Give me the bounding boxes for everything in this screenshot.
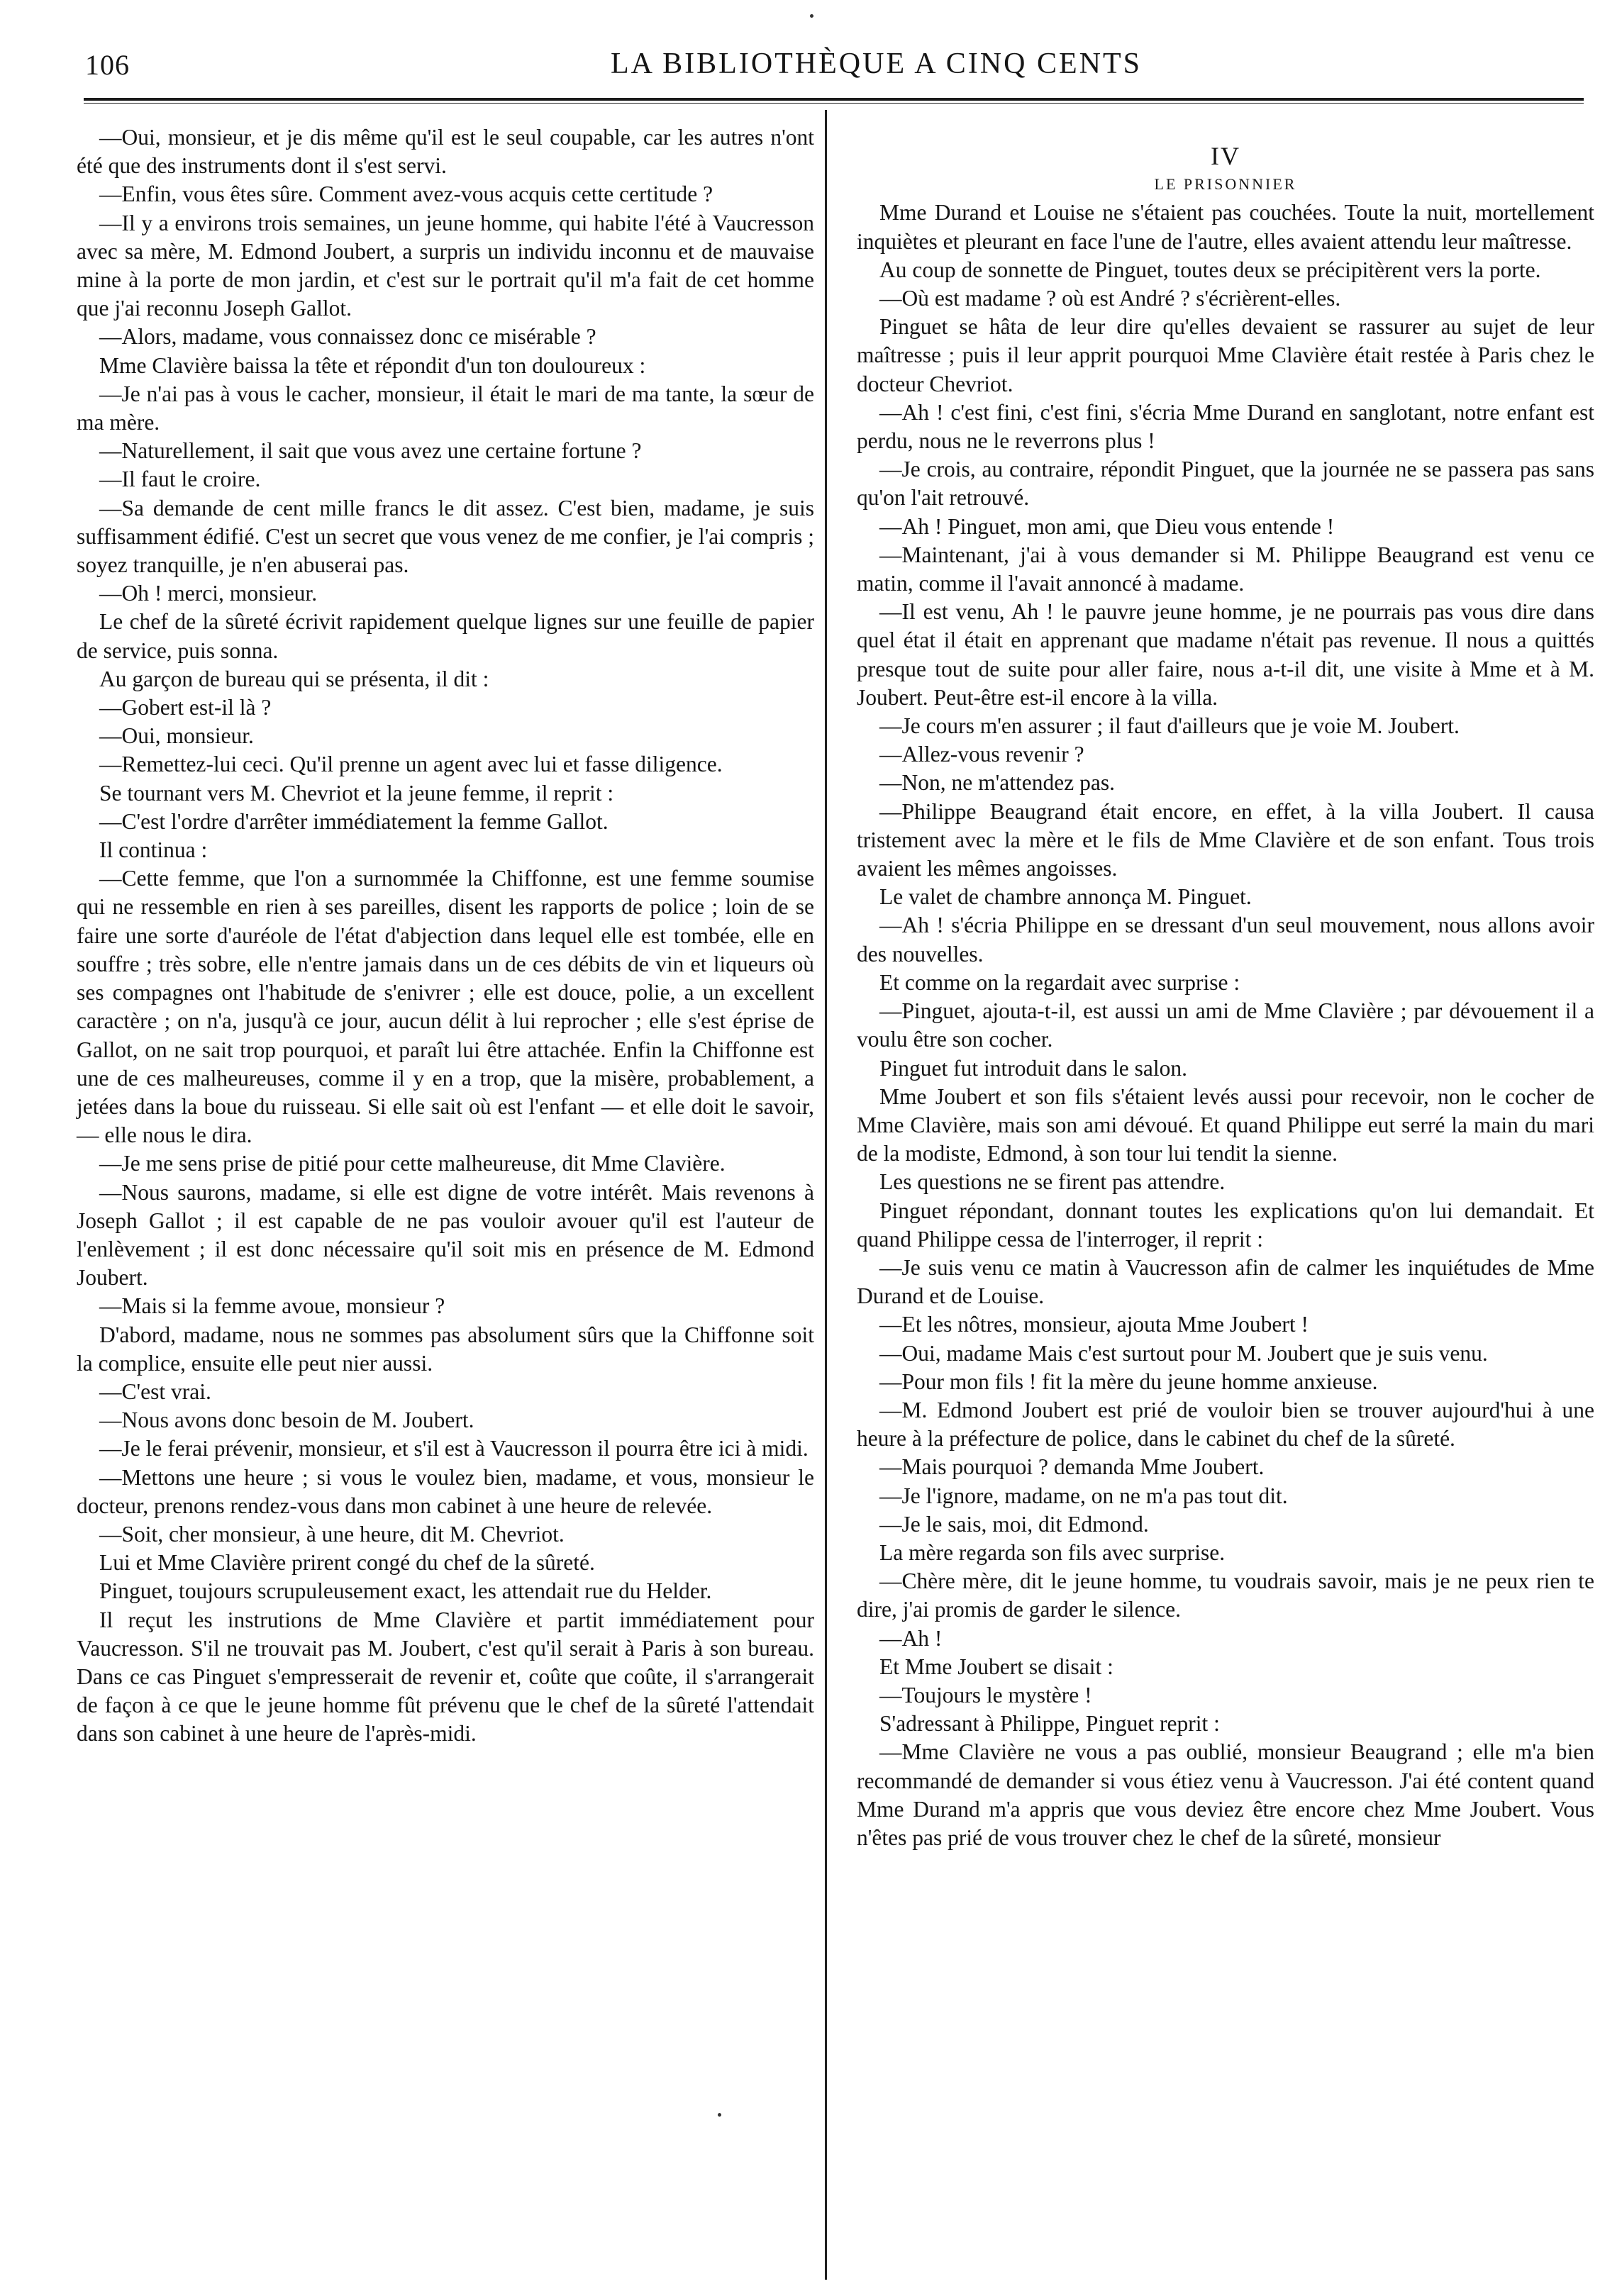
paragraph: —Ah ! xyxy=(879,1625,943,1651)
paragraph: —Oui, monsieur. xyxy=(99,723,254,749)
page-header xyxy=(84,41,1584,98)
paragraph: Pinguet fut introduit dans le salon. xyxy=(879,1055,1187,1081)
paragraph: Et Mme Joubert se disait : xyxy=(879,1654,1113,1679)
paragraph: Les questions ne se firent pas attendre. xyxy=(879,1169,1226,1195)
paragraph: —Il est venu, Ah ! le pauvre jeune homme, je ne pourrais pas vous dire dans quel état il était en apprenant que madame n'était pas revenue. Il nous a quittés presque tout de suite pour aller faire, nous a-t-il dit, une visite à Mme et à M. Joubert. Peut-être est-il encore à la villa. xyxy=(857,599,1594,710)
right-column-body xyxy=(857,199,1594,1852)
paragraph: —Oui, madame Mais c'est surtout pour M. Joubert que je suis venu. xyxy=(879,1340,1488,1366)
paragraph: —Mais si la femme avoue, monsieur ? xyxy=(99,1293,445,1319)
paragraph: —Nous avons donc besoin de M. Joubert. xyxy=(99,1408,474,1433)
paragraph: —Mme Clavière ne vous a pas oublié, monsieur Beaugrand ; elle m'a bien recommandé de demander si vous étiez venu à Vaucresson. J'ai été content quand Mme Durand m'a appris que vous deviez être encore chez Mme Joubert. Vous n'êtes pas prié de vous trouver chez le chef de la sûreté, monsieur xyxy=(857,1739,1594,1850)
left-column xyxy=(77,123,814,1749)
chapter-title: LE PRISONNIER xyxy=(1154,175,1297,194)
header-rule xyxy=(84,98,1584,101)
paragraph: —C'est vrai. xyxy=(99,1378,211,1404)
paragraph: —C'est l'ordre d'arrêter immédiatement la femme Gallot. xyxy=(99,808,609,834)
paragraph: Il reçut les instrutions de Mme Clavière et partit immédiatement pour Vaucresson. S'il ne trouvait pas M. Joubert, c'est qu'il serait à Paris à son bureau. Dans ce cas Pinguet s'empresserait de revenir et, coûte que coûte, il s'arrangerait de façon à ce que le jeune homme fût prévenu que le chef de la sûreté l'attendait dans son cabinet à une heure de l'après-midi. xyxy=(77,1607,814,1746)
paragraph: Pinguet, toujours scrupuleusement exact, les attendait rue du Helder. xyxy=(99,1578,712,1604)
paragraph: —Oui, monsieur, et je dis même qu'il est le seul coupable, car les autres n'ont été que des instruments dont il s'est servi. xyxy=(77,125,814,179)
paragraph: Le chef de la sûreté écrivit rapidement quelque lignes sur une feuille de papier de service, puis sonna. xyxy=(77,609,814,663)
paragraph: —Toujours le mystère ! xyxy=(879,1682,1092,1707)
paragraph: Pinguet répondant, donnant toutes les explications qu'on lui demandait. Et quand Philippe cessa de l'interroger, il reprit : xyxy=(857,1198,1594,1252)
paragraph: —Pinguet, ajouta-t-il, est aussi un ami de Mme Clavière ; par dévouement il a voulu être son cocher. xyxy=(857,998,1594,1052)
header-rule-thin xyxy=(84,103,1584,104)
paragraph: Mme Durand et Louise ne s'étaient pas couchées. Toute la nuit, mortellement inquiètes et pleurant en face l'une de l'autre, elles avaient attendu leur maîtresse. xyxy=(857,200,1594,254)
paragraph: Mme Joubert et son fils s'étaient levés aussi pour recevoir, non le cocher de Mme Clavière, mais son ami dévoué. Et quand Philippe eut serré la main du mari de la modiste, Edmond, à son tour lui tendit la sienne. xyxy=(857,1083,1594,1166)
paragraph: —Où est madame ? où est André ? s'écrièrent-elles. xyxy=(879,286,1341,311)
paragraph: Au coup de sonnette de Pinguet, toutes deux se précipitèrent vers la porte. xyxy=(879,257,1541,282)
paragraph: —Cette femme, que l'on a surnommée la Chiffonne, est une femme soumise qui ne ressemble en rien à ses pareilles, disent les rapports de police ; loin de se faire une sorte d'auréole de l'état d'abjection dans lequel elle est tombée, elle en souffre ; très sobre, elle n'entre jamais dans un de ces débits de vin et liqueurs où ses compagnes ont l'habitude de s'enivrer ; elle est douce, polie, a un excellent caractère ; on n'a, jusqu'à ce jour, aucun délit à lui reprocher ; elle s'est éprise de Gallot, on ne sait trop pourquoi, et paraît lui être attachée. Enfin la Chiffonne est une de ces malheureuses, comme il y en a trop, que la misère, probablement, a jetées dans la boue du ruisseau. Si elle sait où est l'enfant — et elle doit le savoir, — elle nous le dira. xyxy=(77,866,814,1148)
paragraph: —Je me sens prise de pitié pour cette malheureuse, dit Mme Clavière. xyxy=(99,1151,726,1176)
paragraph: —Je cours m'en assurer ; il faut d'ailleurs que je voie M. Joubert. xyxy=(879,713,1460,739)
paragraph: —Allez-vous revenir ? xyxy=(879,742,1084,767)
paragraph: La mère regarda son fils avec surprise. xyxy=(879,1539,1226,1565)
paragraph: —Je le ferai prévenir, monsieur, et s'il est à Vaucresson il pourra être ici à midi. xyxy=(99,1436,809,1461)
right-column xyxy=(857,142,1594,1852)
paragraph: —Non, ne m'attendez pas. xyxy=(879,770,1115,796)
paragraph: Et comme on la regardait avec surprise : xyxy=(879,969,1240,995)
paragraph: —Mais pourquoi ? demanda Mme Joubert. xyxy=(879,1454,1265,1480)
paragraph: —Il faut le croire. xyxy=(99,467,261,492)
paragraph: —Je suis venu ce matin à Vaucresson afin de calmer les inquiétudes de Mme Durand et de Louise. xyxy=(857,1254,1594,1309)
paragraph: S'adressant à Philippe, Pinguet reprit : xyxy=(879,1711,1220,1737)
paragraph: —Et les nôtres, monsieur, ajouta Mme Joubert ! xyxy=(879,1312,1309,1337)
paragraph: —Ah ! s'écria Philippe en se dressant d'un seul mouvement, nous allons avoir des nouvelles. xyxy=(857,913,1594,966)
print-speck xyxy=(810,14,813,18)
paragraph: Lui et Mme Clavière prirent congé du chef de la sûreté. xyxy=(99,1550,595,1576)
paragraph: Au garçon de bureau qui se présenta, il dit : xyxy=(99,666,489,691)
paragraph: —Remettez-lui ceci. Qu'il prenne un agent avec lui et fasse diligence. xyxy=(99,752,723,777)
paragraph: D'abord, madame, nous ne sommes pas absolument sûrs que la Chiffonne soit la complice, ensuite elle peut nier aussi. xyxy=(77,1322,814,1376)
paragraph: Le valet de chambre annonça M. Pinguet. xyxy=(879,884,1252,910)
paragraph: —Mettons une heure ; si vous le voulez bien, madame, et vous, monsieur le docteur, prenons rendez-vous dans mon cabinet à une heure de relevée. xyxy=(77,1464,814,1518)
paragraph: —Il y a environs trois semaines, un jeune homme, qui habite l'été à Vaucresson avec sa mère, M. Edmond Joubert, a surpris un individu inconnu et de mauvaise mine à la porte de mon jardin, et c'est sur le portrait qu'il m'a fait de cet homme que j'ai reconnu Joseph Gallot. xyxy=(77,210,814,321)
running-title: LA BIBLIOTHÈQUE A CINQ CENTS xyxy=(611,48,1142,80)
paragraph: —Ah ! c'est fini, c'est fini, s'écria Mme Durand en sanglotant, notre enfant est perdu, nous ne le reverrons plus ! xyxy=(857,399,1594,454)
paragraph: —Sa demande de cent mille francs le dit assez. C'est bien, madame, je suis suffisamment édifié. C'est un secret que vous venez de me confier, je l'ai compris ; soyez tranquille, je n'en abuserai pas. xyxy=(77,495,814,578)
paragraph: —Philippe Beaugrand était encore, en effet, à la villa Joubert. Il causa tristement avec la mère et le fils de Mme Clavière et de son enfant. Tous trois avaient les mêmes angoisses. xyxy=(857,798,1594,881)
page-number: 106 xyxy=(85,49,130,81)
paragraph: —Maintenant, j'ai à vous demander si M. Philippe Beaugrand est venu ce matin, comme il l'avait annoncé à madame. xyxy=(857,542,1594,596)
chapter-number: IV xyxy=(1211,142,1240,170)
paragraph: Mme Clavière baissa la tête et répondit d'un ton douloureux : xyxy=(99,352,646,378)
paragraph: —M. Edmond Joubert est prié de vouloir bien se trouver aujourd'hui à une heure à la préfecture de police, dans le cabinet du chef de la sûreté. xyxy=(857,1397,1594,1451)
paragraph: —Pour mon fils ! fit la mère du jeune homme anxieuse. xyxy=(879,1369,1378,1394)
paragraph: Pinguet se hâta de leur dire qu'elles devaient se rassurer au sujet de leur maîtresse ; puis il leur apprit pourquoi Mme Clavière était restée à Paris chez le docteur Chevriot. xyxy=(857,314,1594,396)
paragraph: —Chère mère, dit le jeune homme, tu voudrais savoir, mais je ne peux rien te dire, j'ai promis de garder le silence. xyxy=(857,1568,1594,1622)
paragraph: —Ah ! Pinguet, mon ami, que Dieu vous entende ! xyxy=(879,513,1335,539)
paragraph: —Oh ! merci, monsieur. xyxy=(99,581,318,606)
paragraph: —Je l'ignore, madame, on ne m'a pas tout dit. xyxy=(879,1483,1288,1508)
paragraph: —Gobert est-il là ? xyxy=(99,695,272,720)
paragraph: —Soit, cher monsieur, à une heure, dit M. Chevriot. xyxy=(99,1521,565,1547)
column-divider xyxy=(825,110,827,2280)
paragraph: —Alors, madame, vous connaissez donc ce misérable ? xyxy=(99,324,596,350)
paragraph: —Naturellement, il sait que vous avez une certaine fortune ? xyxy=(99,438,642,464)
paragraph: —Je n'ai pas à vous le cacher, monsieur, il était le mari de ma tante, la sœur de ma mère. xyxy=(77,381,814,435)
paragraph: —Nous saurons, madame, si elle est digne de votre intérêt. Mais revenons à Joseph Gallot ; il est capable de ne pas vouloir avouer qu'il est l'auteur de l'enlèvement ; il est donc nécessaire qu'il soit mis en présence de M. Edmond Joubert. xyxy=(77,1179,814,1291)
paragraph: —Je crois, au contraire, répondit Pinguet, que la journée ne se passera pas sans qu'on l'ait retrouvé. xyxy=(857,457,1594,511)
print-speck xyxy=(718,2113,721,2117)
paragraph: Il continua : xyxy=(99,837,208,863)
paragraph: —Enfin, vous êtes sûre. Comment avez-vous acquis cette certitude ? xyxy=(99,182,713,207)
paragraph: —Je le sais, moi, dit Edmond. xyxy=(879,1511,1149,1537)
paragraph: Se tournant vers M. Chevriot et la jeune femme, il reprit : xyxy=(99,780,614,806)
